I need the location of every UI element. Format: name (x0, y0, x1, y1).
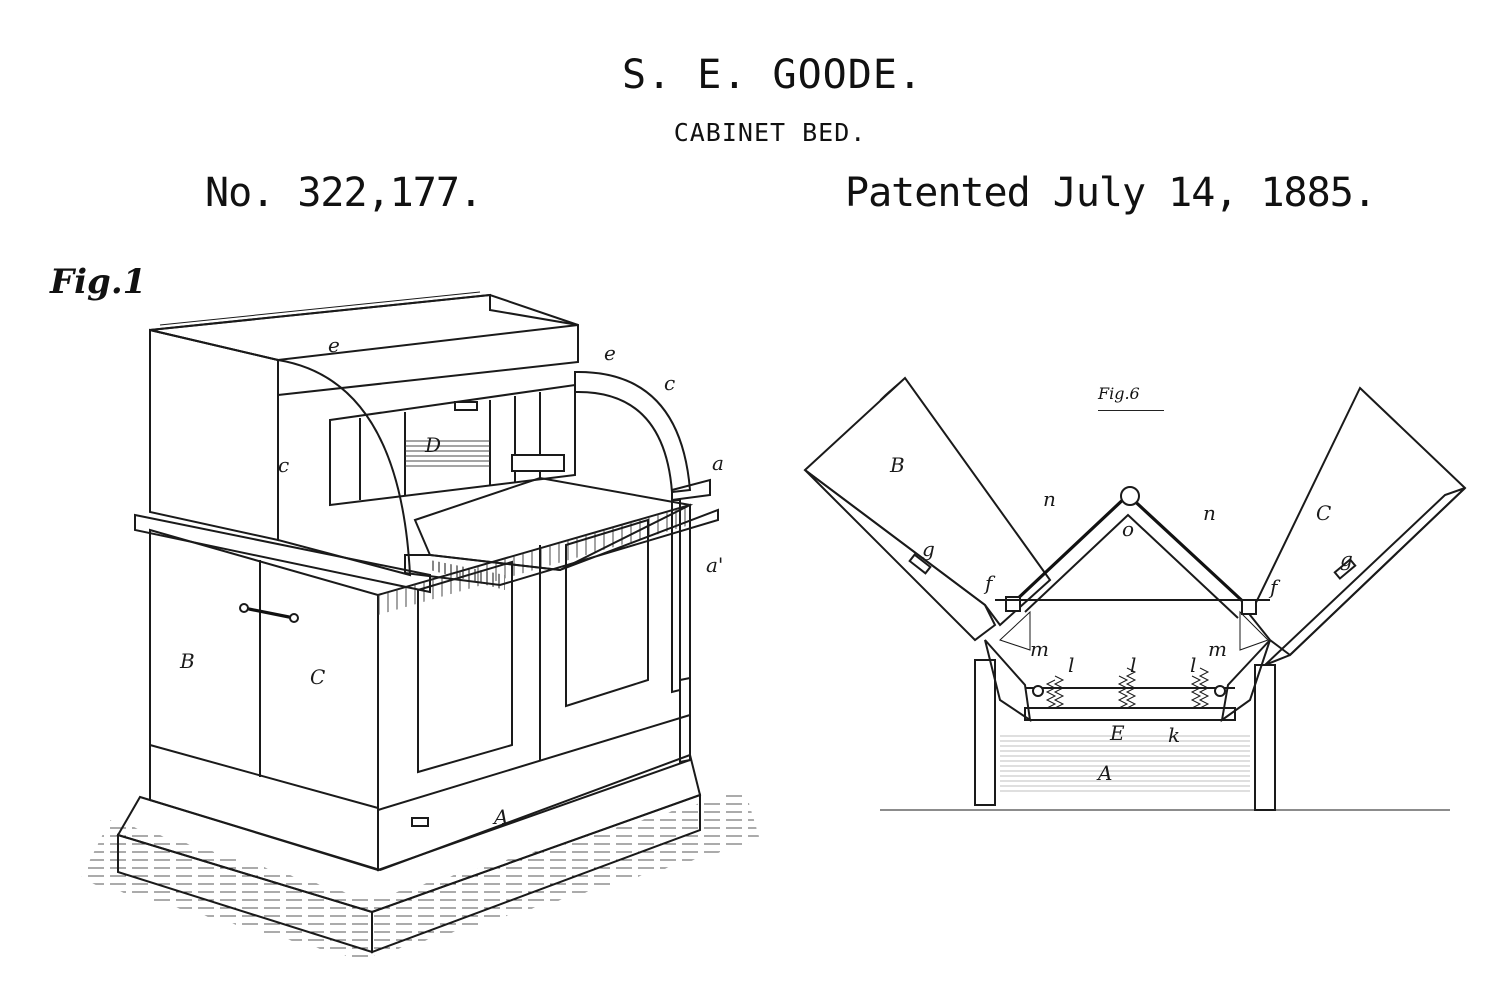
ref6-g-right: g (1340, 547, 1353, 571)
ref6-m-left: m (1030, 637, 1049, 661)
ref6-f-left: f (985, 571, 993, 595)
bed-bottom-E (1025, 708, 1235, 720)
wall-left (975, 660, 995, 805)
patent-number: No. 322,177. (205, 170, 482, 216)
ref6-B: B (890, 453, 905, 477)
ref6-n-left: n (1043, 487, 1056, 511)
ref-A: A (494, 805, 509, 829)
pivot-right (1242, 600, 1256, 614)
ref-D: D (425, 433, 442, 457)
cabinet-left-face (150, 530, 378, 870)
figure-1-label: Fig.1 (50, 262, 147, 302)
ref6-C: C (1316, 501, 1332, 525)
ref6-f-right: f (1270, 575, 1278, 599)
patent-date: Patented July 14, 1885. (845, 170, 1376, 216)
ref6-l3: l (1190, 653, 1197, 677)
ref6-l1: l (1068, 653, 1075, 677)
leaf-B (805, 378, 1050, 625)
drawer-handle (412, 818, 428, 826)
lid-lock (455, 402, 477, 410)
figure-1-drawing (80, 292, 760, 960)
ref6-g-left: g (922, 537, 935, 561)
upper-left-panel (150, 330, 278, 540)
top-surface (150, 295, 578, 360)
ref-a: a (712, 451, 724, 475)
ref-C: C (310, 665, 326, 689)
ref6-A: A (1098, 761, 1113, 785)
invention-title: CABINET BED. (673, 118, 867, 147)
ref-c-roll: c (664, 371, 676, 395)
leaf-C-frame (1265, 488, 1465, 665)
drawer-top-line (378, 715, 690, 810)
ref6-l2: l (1130, 653, 1137, 677)
ledge-left (135, 515, 430, 592)
ref6-m-right: m (1208, 637, 1227, 661)
leaf-B-frame (805, 470, 995, 640)
figure-6-drawing (805, 378, 1465, 810)
inventor-name: S. E. GOODE. (622, 52, 923, 98)
ref6-o: o (1122, 517, 1135, 541)
ref-e-top: e (328, 333, 340, 357)
base-rail-line (150, 745, 378, 808)
ref-a-prime: a' (706, 553, 724, 577)
peak-pivot (1121, 487, 1139, 505)
wall-right (1255, 665, 1275, 810)
ref6-n-right: n (1203, 501, 1216, 525)
ref6-E: E (1110, 721, 1125, 745)
ref-e-lid: e (604, 341, 616, 365)
leaf-C (1250, 388, 1465, 655)
door-handle (240, 604, 298, 622)
ref-B: B (180, 649, 195, 673)
ref6-k: k (1168, 723, 1181, 747)
ref-c-side: c (278, 453, 290, 477)
figure-6-label: Fig.6 (1098, 384, 1140, 403)
